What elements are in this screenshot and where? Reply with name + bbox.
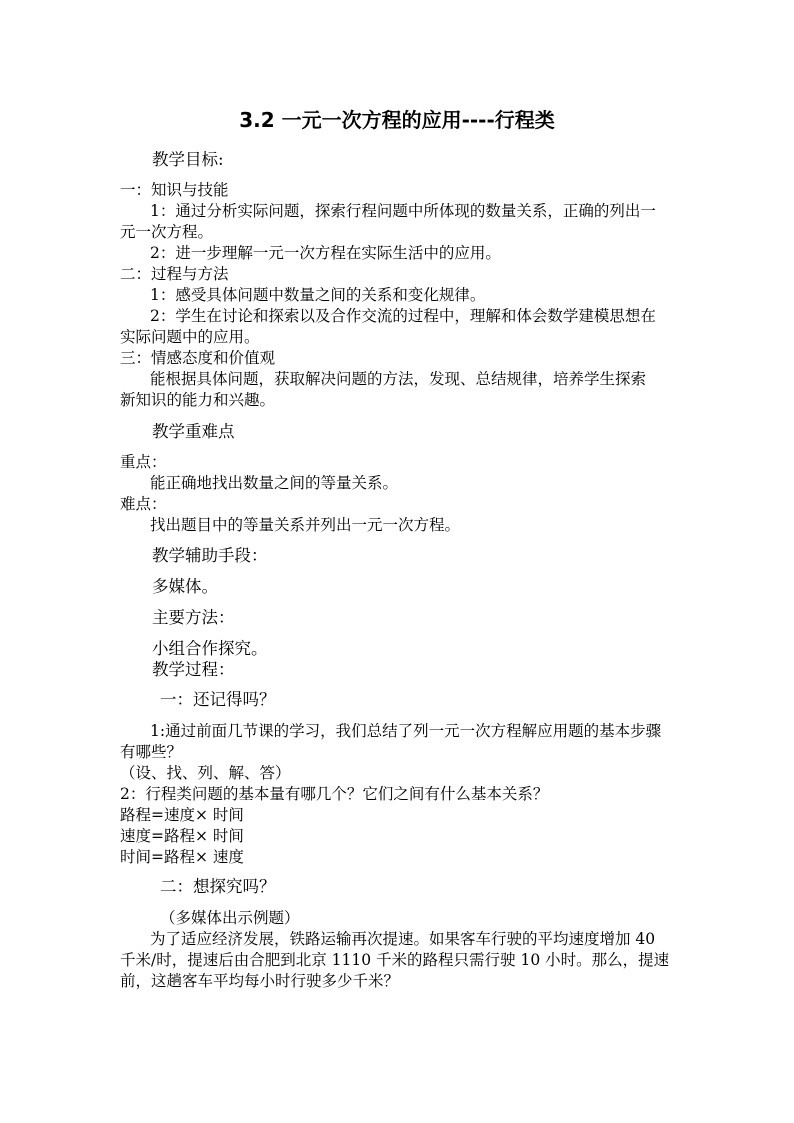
formula-line: 速度=路程× 时间: [120, 827, 244, 845]
difficulty-label: 难点：: [120, 495, 167, 513]
section-heading-goals: 教学目标:: [152, 150, 224, 169]
paragraph-line: 新知识的能力和兴趣。: [120, 391, 276, 409]
example-label: （多媒体出示例题）: [160, 909, 300, 927]
paragraph-line: （设、找、列、解、答）: [120, 764, 291, 782]
paragraph-line: 1:通过前面几节课的学习，我们总结了列一元一次方程解应用题的基本步骤: [150, 722, 662, 740]
section-heading-review: 一：还记得吗？: [160, 690, 276, 709]
paragraph-line: 2：学生在讨论和探索以及合作交流的过程中，理解和体会数学建模思想在: [150, 307, 656, 325]
paragraph-line: 2：进一步理解一元一次方程在实际生活中的应用。: [150, 244, 501, 262]
paragraph-line: 为了适应经济发展，铁路运输再次提速。如果客车行驶的平均速度增加 40: [150, 930, 656, 948]
paragraph-line: 实际问题中的应用。: [120, 328, 260, 346]
difficulty-text: 找出题目中的等量关系并列出一元一次方程。: [150, 516, 461, 534]
document-title: 3.2 一元一次方程的应用----行程类: [239, 108, 555, 132]
section-heading-method: 主要方法：: [152, 608, 235, 627]
formula-line: 路程=速度× 时间: [120, 806, 244, 824]
paragraph-line: 千米/时，提速后由合肥到北京 1110 千米的路程只需行驶 10 小时。那么，提速: [120, 951, 670, 969]
paragraph-line: 1：通过分析实际问题，探索行程问题中所体现的数量关系，正确的列出一: [150, 202, 656, 220]
paragraph-line: 前，这趟客车平均每小时行驶多少千米？: [120, 972, 400, 990]
section-heading-aids: 教学辅助手段：: [152, 546, 268, 565]
section-heading-process: 教学过程：: [152, 660, 235, 679]
subheading-emotion: 三：情感态度和价值观: [120, 349, 276, 367]
subheading-process: 二：过程与方法: [120, 265, 229, 283]
section-heading-explore: 二：想探究吗？: [160, 877, 276, 896]
paragraph-line: 元一次方程。: [120, 223, 214, 241]
focus-text: 能正确地找出数量之间的等量关系。: [150, 474, 399, 492]
paragraph-line: 有哪些？: [120, 743, 183, 761]
paragraph-line: 1：感受具体问题中数量之间的关系和变化规律。: [150, 286, 486, 304]
paragraph-line: 能根据具体问题，获取解决问题的方法，发现、总结规律，培养学生探索: [150, 370, 647, 388]
formula-line: 时间=路程× 速度: [120, 848, 244, 866]
focus-label: 重点：: [120, 453, 167, 471]
subheading-knowledge: 一：知识与技能: [120, 181, 229, 199]
paragraph-line: 2：行程类问题的基本量有哪几个？它们之间有什么基本关系？: [120, 785, 549, 803]
method-text: 小组合作探究。: [152, 639, 268, 658]
aids-text: 多媒体。: [152, 577, 218, 596]
section-heading-key-points: 教学重难点: [152, 422, 235, 441]
